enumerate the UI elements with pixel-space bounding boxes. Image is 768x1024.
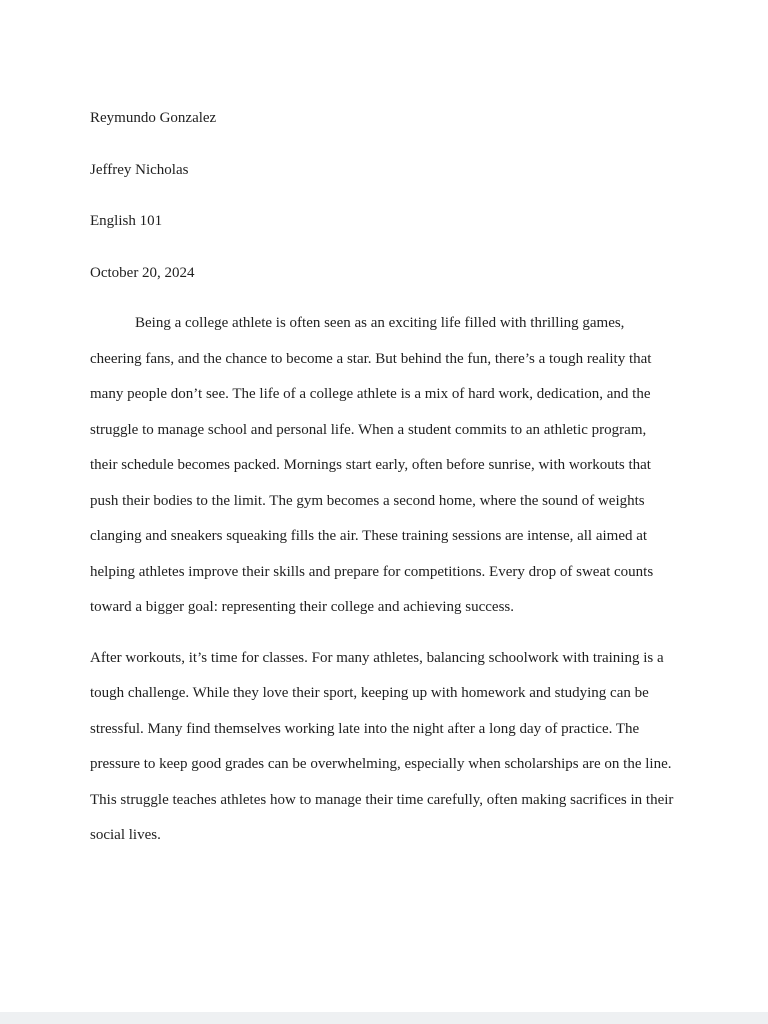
text-line: pressure to keep good grades can be overwhelming, especially when scholarships are on the line.	[90, 756, 672, 772]
text-line: helping athletes improve their skills and prepare for competitions. Every drop of sweat counts	[90, 563, 654, 580]
viewer-bottom-gap	[0, 1012, 768, 1024]
instructor-name: Jeffrey Nicholas	[90, 161, 189, 178]
text-line: clanging and sneakers squeaking fills the air. These training sessions are intense, all aimed at	[90, 528, 648, 544]
text-line: social lives.	[90, 827, 161, 843]
paragraph-2	[90, 641, 690, 854]
author-name: Reymundo Gonzalez	[90, 110, 217, 126]
text-line: After workouts, it’s time for classes. For many athletes, balancing schoolwork with training is a	[90, 649, 664, 666]
text-line: tough challenge. While they love their sport, keeping up with homework and studying can be	[90, 685, 649, 701]
text-line: many people don’t see. The life of a college athlete is a mix of hard work, dedication, and the	[90, 386, 651, 402]
text-line: stressful. Many find themselves working late into the night after a long day of practice. The	[90, 720, 640, 737]
text-line: push their bodies to the limit. The gym becomes a second home, where the sound of weights	[90, 492, 645, 509]
course-name: English 101	[90, 213, 163, 229]
essay-heading-block	[90, 110, 216, 316]
text-line: This struggle teaches athletes how to manage their time carefully, often making sacrifices in their	[90, 791, 674, 808]
paragraph-1	[90, 306, 690, 626]
text-line: cheering fans, and the chance to become a star. But behind the fun, there’s a tough reality that	[90, 350, 652, 367]
text-line: their schedule becomes packed. Mornings start early, often before sunrise, with workouts that	[90, 457, 651, 473]
text-line: Being a college athlete is often seen as an exciting life filled with thrilling games,	[135, 315, 625, 331]
essay-body	[90, 306, 690, 854]
essay-date: October 20, 2024	[90, 264, 195, 281]
text-line: toward a bigger goal: representing their college and achieving success.	[90, 599, 515, 615]
text-line: struggle to manage school and personal life. When a student commits to an athletic program,	[90, 421, 647, 438]
